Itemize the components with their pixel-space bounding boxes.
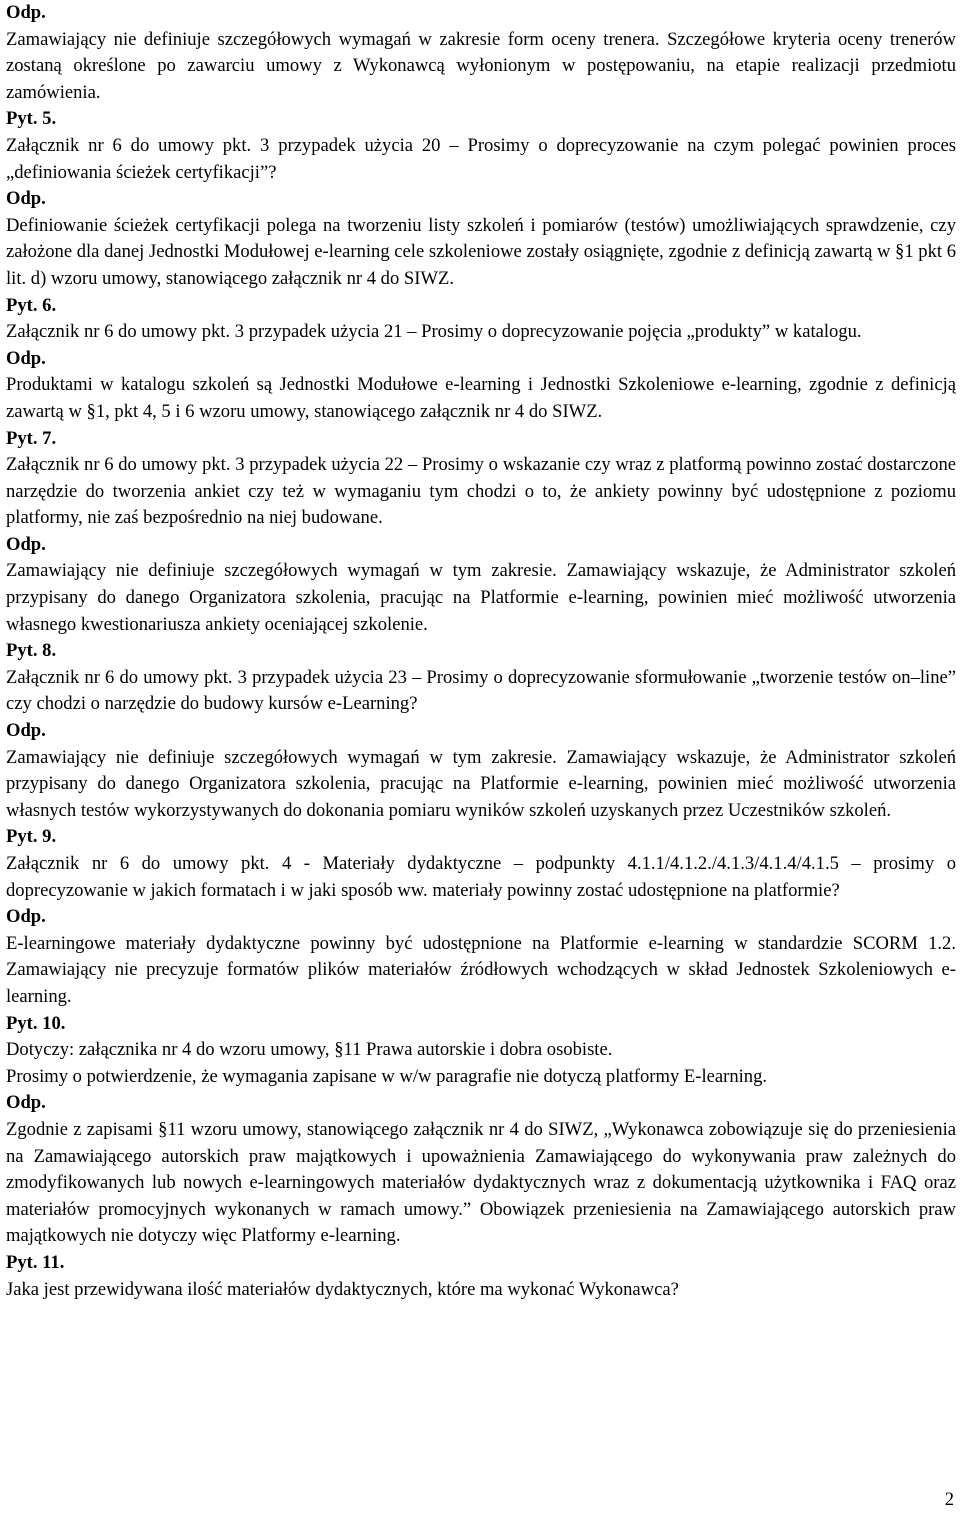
question-text: Załącznik nr 6 do umowy pkt. 3 przypadek użycia 23 – Prosimy o doprecyzowanie sformułowanie „tworzenie testów on–line” czy chodzi o narzędzie do budowy kursów e-Learning? <box>6 666 956 715</box>
question-number: Pyt. 6. <box>6 294 57 316</box>
answer-label: Odp. <box>6 1092 46 1114</box>
question-number: Pyt. 10. <box>6 1012 66 1034</box>
question-number: Pyt. 7. <box>6 427 57 449</box>
answer-label: Odp. <box>6 906 46 928</box>
answer-text: Zgodnie z zapisami §11 wzoru umowy, stanowiącego załącznik nr 4 do SIWZ, „Wykonawca zobowiązuje się do przeniesienia na Zamawiającego autorskich praw majątkowych i upoważnienia Zamawiającego do wykonywania praw zależnych do zmodyfikowanych lub nowych e-learningowych materiałów dydaktycznych wraz z dokumentacją użytkownika i FAQ oraz materiałów promocyjnych wykonanych w ramach umowy.” Obowiązek przeniesienia na Zamawiającego autorskich praw majątkowych nie dotyczy więc Platformy e-learning. <box>6 1118 956 1247</box>
question-text: Prosimy o potwierdzenie, że wymagania zapisane w w/w paragrafie nie dotyczą platformy E-learning. <box>6 1065 768 1087</box>
question-number: Pyt. 11. <box>6 1251 65 1273</box>
answer-label: Odp. <box>6 720 46 742</box>
answer-label: Odp. <box>6 188 46 210</box>
answer-text: Zamawiający nie definiuje szczegółowych wymagań w tym zakresie. Zamawiający wskazuje, że Administrator szkoleń przypisany do danego Organizatora szkolenia, pracując na Platformie e-learning, powinien mieć możliwość utworzenia własnych testów wykorzystywanych do dokonania pomiaru wyników szkoleń uzyskanych przez Uczestników szkoleń. <box>6 746 956 821</box>
question-number: Pyt. 5. <box>6 108 57 130</box>
answer-text: Produktami w katalogu szkoleń są Jednostki Modułowe e-learning i Jednostki Szkoleniowe e-learning, zgodnie z definicją zawartą w §1, pkt 4, 5 i 6 wzoru umowy, stanowiącego załącznik nr 4 do SIWZ. <box>6 374 956 422</box>
answer-text: Definiowanie ścieżek certyfikacji polega na tworzeniu listy szkoleń i pomiarów (testów) umożliwiających sprawdzenie, czy założone dla danej Jednostki Modułowej e-learning cele szkoleniowe zostały osiągnięte, zgodnie z definicją zawartą w §1 pkt 6 lit. d) wzoru umowy, stanowiącego załącznik nr 4 do SIWZ. <box>6 214 957 289</box>
answer-label: Odp. <box>6 533 46 555</box>
question-text: Załącznik nr 6 do umowy pkt. 3 przypadek użycia 22 – Prosimy o wskazanie czy wraz z platformą powinno zostać dostarczone narzędzie do tworzenia ankiet czy też w wymaganiu tym chodzi o to, że ankiety powinny być udostępnione z poziomu platformy, nie zaś bezpośrednio na niej budowane. <box>6 454 956 529</box>
document-page <box>6 0 956 1303</box>
question-text: Załącznik nr 6 do umowy pkt. 3 przypadek użycia 21 – Prosimy o doprecyzowanie pojęcia „produkty” w katalogu. <box>6 321 862 343</box>
answer-label: Odp. <box>6 2 46 23</box>
question-subject: Dotyczy: załącznika nr 4 do wzoru umowy, §11 Prawa autorskie i dobra osobiste. <box>6 1039 613 1061</box>
answer-text: E-learningowe materiały dydaktyczne powinny być udostępnione na Platformie e-learning w standardzie SCORM 1.2. Zamawiający nie precyzuje formatów plików materiałów źródłowych wchodzących w skład Jednostek Szkoleniowych e-learning. <box>6 932 956 1007</box>
question-text: Załącznik nr 6 do umowy pkt. 3 przypadek użycia 20 – Prosimy o doprecyzowanie na czym polegać powinien proces „definiowania ścieżek certyfikacji”? <box>6 134 956 183</box>
question-number: Pyt. 9. <box>6 826 57 848</box>
answer-text: Zamawiający nie definiuje szczegółowych wymagań w tym zakresie. Zamawiający wskazuje, że Administrator szkoleń przypisany do danego Organizatora szkolenia, pracując na Platformie e-learning, powinien mieć możliwość utworzenia własnego kwestionariusza ankiety oceniającej szkolenie. <box>6 560 956 635</box>
question-text: Jaka jest przewidywana ilość materiałów dydaktycznych, które ma wykonać Wykonawca? <box>6 1278 679 1300</box>
answer-text: Zamawiający nie definiuje szczegółowych wymagań w zakresie form oceny trenera. Szczegółowe kryteria oceny trenerów zostaną określone po zawarciu umowy z Wykonawcą wyłonionym w postępowaniu, na etapie realizacji przedmiotu zamówienia. <box>6 28 956 103</box>
question-number: Pyt. 8. <box>6 640 57 662</box>
page-number: 2 <box>944 1489 954 1510</box>
question-text: Załącznik nr 6 do umowy pkt. 4 - Materiały dydaktyczne – podpunkty 4.1.1/4.1.2./4.1.3/4.1.4/4.1.5 – prosimy o doprecyzowanie w jakich formatach i w jaki sposób ww. materiały powinny zostać udostępnione na platformie? <box>6 853 956 901</box>
answer-label: Odp. <box>6 347 46 369</box>
